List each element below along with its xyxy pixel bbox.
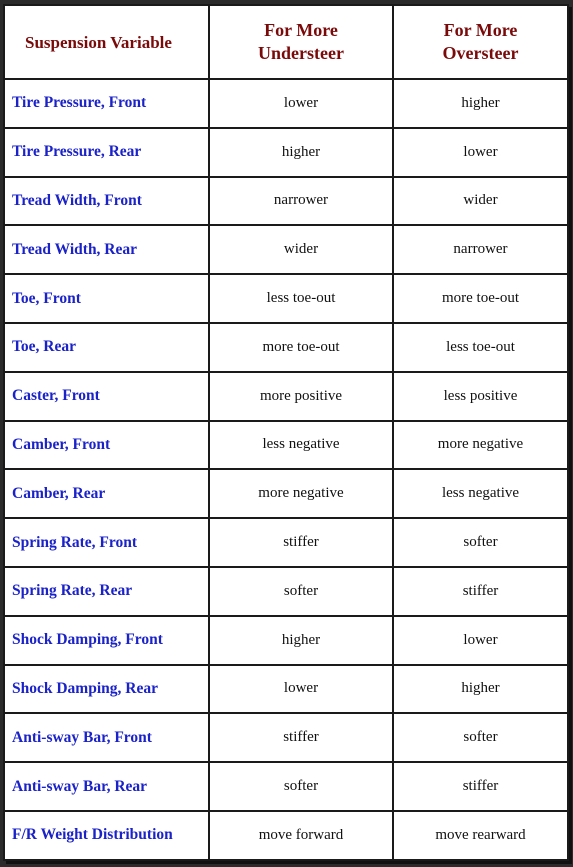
header-more-oversteer — [393, 5, 568, 79]
oversteer-value-cell: softer — [393, 713, 568, 762]
table-row — [4, 79, 568, 128]
suspension-variable-cell: Shock Damping, Rear — [4, 665, 209, 714]
oversteer-value-cell: more negative — [393, 421, 568, 470]
understeer-value-cell: higher — [209, 128, 393, 177]
suspension-variable-cell: Toe, Rear — [4, 323, 209, 372]
table-row — [4, 762, 568, 811]
table-row — [4, 616, 568, 665]
suspension-variable-cell: F/R Weight Distribution — [4, 811, 209, 860]
table-row — [4, 518, 568, 567]
table-row — [4, 469, 568, 518]
understeer-value-cell: stiffer — [209, 518, 393, 567]
oversteer-value-cell: higher — [393, 665, 568, 714]
understeer-value-cell: more negative — [209, 469, 393, 518]
suspension-variable-cell: Tread Width, Rear — [4, 225, 209, 274]
oversteer-value-cell: stiffer — [393, 762, 568, 811]
understeer-value-cell: lower — [209, 79, 393, 128]
suspension-variable-cell: Spring Rate, Front — [4, 518, 209, 567]
table-row — [4, 177, 568, 226]
oversteer-value-cell: softer — [393, 518, 568, 567]
table-row — [4, 323, 568, 372]
header-label: For More Understeer — [258, 20, 344, 63]
suspension-variable-cell: Toe, Front — [4, 274, 209, 323]
oversteer-value-cell: wider — [393, 177, 568, 226]
table-row — [4, 372, 568, 421]
understeer-value-cell: softer — [209, 762, 393, 811]
suspension-variable-cell: Shock Damping, Front — [4, 616, 209, 665]
table-row — [4, 421, 568, 470]
header-label: Suspension Variable — [25, 32, 172, 52]
oversteer-value-cell: stiffer — [393, 567, 568, 616]
understeer-value-cell: wider — [209, 225, 393, 274]
oversteer-value-cell: move rearward — [393, 811, 568, 860]
table-row — [4, 665, 568, 714]
suspension-variable-cell: Camber, Front — [4, 421, 209, 470]
suspension-variable-cell: Caster, Front — [4, 372, 209, 421]
table-row — [4, 567, 568, 616]
understeer-value-cell: higher — [209, 616, 393, 665]
suspension-tuning-table — [3, 4, 569, 861]
understeer-value-cell: softer — [209, 567, 393, 616]
suspension-variable-cell: Spring Rate, Rear — [4, 567, 209, 616]
understeer-value-cell: less toe-out — [209, 274, 393, 323]
table-row — [4, 713, 568, 762]
understeer-value-cell: narrower — [209, 177, 393, 226]
header-row — [4, 5, 568, 79]
understeer-value-cell: move forward — [209, 811, 393, 860]
table-row — [4, 274, 568, 323]
oversteer-value-cell: higher — [393, 79, 568, 128]
oversteer-value-cell: less positive — [393, 372, 568, 421]
suspension-variable-cell: Anti-sway Bar, Front — [4, 713, 209, 762]
table-body — [4, 79, 568, 860]
suspension-variable-cell: Tire Pressure, Front — [4, 79, 209, 128]
table-row — [4, 225, 568, 274]
understeer-value-cell: lower — [209, 665, 393, 714]
oversteer-value-cell: lower — [393, 128, 568, 177]
header-suspension-variable — [4, 5, 209, 79]
understeer-value-cell: less negative — [209, 421, 393, 470]
suspension-variable-cell: Tread Width, Front — [4, 177, 209, 226]
table-row — [4, 811, 568, 860]
oversteer-value-cell: less negative — [393, 469, 568, 518]
header-label: For More Oversteer — [442, 20, 519, 63]
oversteer-value-cell: less toe-out — [393, 323, 568, 372]
oversteer-value-cell: more toe-out — [393, 274, 568, 323]
header-more-understeer — [209, 5, 393, 79]
understeer-value-cell: stiffer — [209, 713, 393, 762]
suspension-variable-cell: Camber, Rear — [4, 469, 209, 518]
suspension-variable-cell: Anti-sway Bar, Rear — [4, 762, 209, 811]
table-row — [4, 128, 568, 177]
understeer-value-cell: more toe-out — [209, 323, 393, 372]
oversteer-value-cell: lower — [393, 616, 568, 665]
understeer-value-cell: more positive — [209, 372, 393, 421]
table-header — [4, 5, 568, 79]
suspension-variable-cell: Tire Pressure, Rear — [4, 128, 209, 177]
oversteer-value-cell: narrower — [393, 225, 568, 274]
